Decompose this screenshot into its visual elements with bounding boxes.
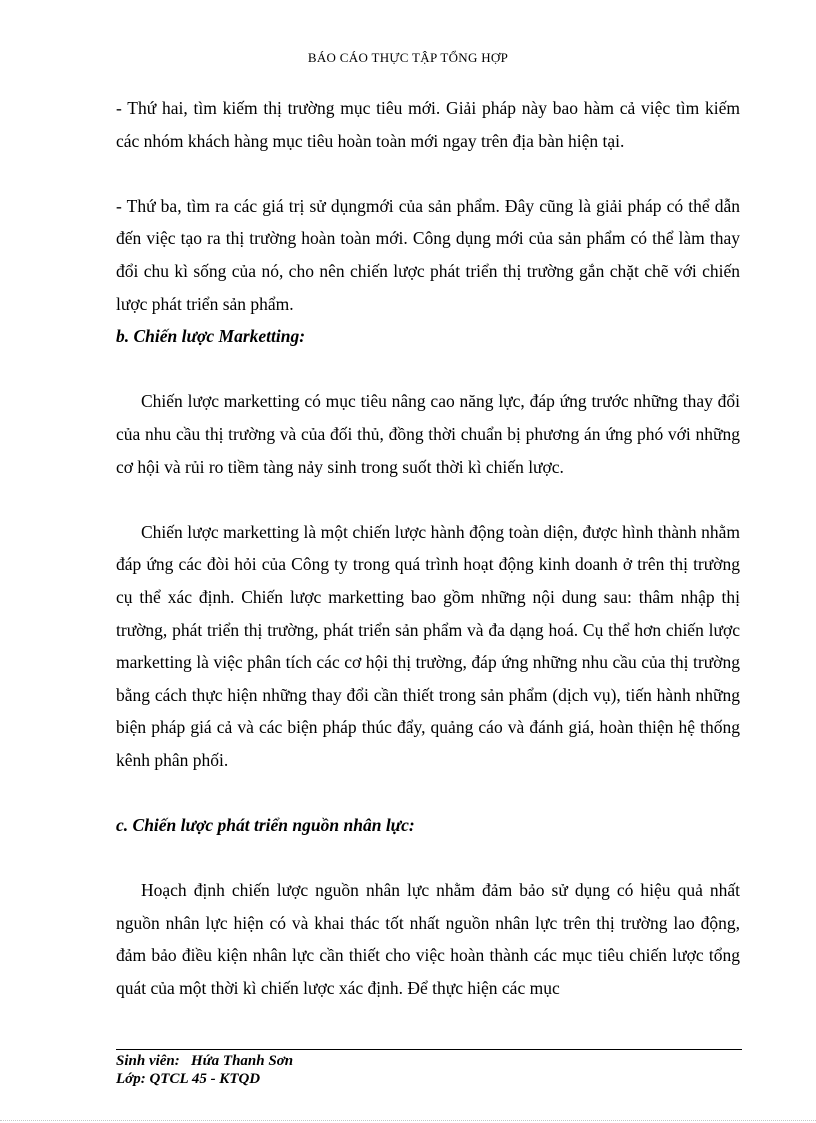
paragraph-gap bbox=[116, 842, 740, 875]
paragraph-gap bbox=[116, 483, 740, 516]
document-body bbox=[116, 92, 740, 1005]
footer-divider bbox=[116, 1049, 742, 1050]
paragraph-gap bbox=[116, 776, 740, 809]
page-header-title: BÁO CÁO THỰC TẬP TỔNG HỢP bbox=[307, 50, 509, 65]
footer-student: Sinh viên: Hứa Thanh Sơn bbox=[116, 1053, 294, 1069]
section-heading-human-resources: c. Chiến lược phát triển nguồn nhân lực: bbox=[116, 815, 415, 836]
paragraph-hr-planning: Hoạch định chiến lược nguồn nhân lực nhằm đảm bảo sử dụng có hiệu quả nhất nguồn nhân lực hiện có và khai thác tốt nhất nguồn nhân lực trên thị trường lao động, đảm bảo điều kiện nhân lực cần thiết cho việc hoàn thành các mục tiêu chiến lược tổng quát của một thời kì chiến lược xác định. Để thực hiện các mục bbox=[116, 880, 740, 999]
paragraph-marketing-goal: Chiến lược marketting có mục tiêu nâng cao năng lực, đáp ứng trước những thay đổi của nhu cầu thị trường và của đối thủ, đồng thời chuẩn bị phương án ứng phó với những cơ hội và rủi ro tiềm tàng nảy sinh trong suốt thời kì chiến lược. bbox=[116, 391, 740, 477]
section-heading-marketing: b. Chiến lược Marketting: bbox=[116, 326, 306, 347]
page-bottom-edge bbox=[0, 1120, 816, 1121]
footer-class: Lớp: QTCL 45 - KTQD bbox=[116, 1071, 261, 1087]
paragraph-new-product-uses: - Thứ ba, tìm ra các giá trị sử dụngmới của sản phẩm. Đây cũng là giải pháp có thể dẫn đến việc tạo ra thị trường hoàn toàn mới. Công dụng mới của sản phẩm có thể làm thay đổi chu kì sống của nó, cho nên chiến lược phát triển thị trường gắn chặt chẽ với chiến lược phát triển sản phẩm. bbox=[116, 195, 740, 314]
paragraph-marketing-definition: Chiến lược marketting là một chiến lược hành động toàn diện, được hình thành nhằm đáp ứng các đòi hỏi của Công ty trong quá trình hoạt động kinh doanh ở trên thị trường cụ thể xác định. Chiến lược marketting bao gồm những nội dung sau: thâm nhập thị trường, phát triển thị trường, phát triển sản phẩm và đa dạng hoá. Cụ thể hơn chiến lược marketting là việc phân tích các cơ hội thị trường, đáp ứng những nhu cầu của thị trường bằng cách thực hiện những thay đổi cần thiết trong sản phẩm (dịch vụ), tiến hành những biện pháp giá cả và các biện pháp thúc đẩy, quảng cáo và đánh giá, hoàn thiện hệ thống kênh phân phối. bbox=[116, 521, 740, 770]
paragraph-gap bbox=[116, 157, 740, 190]
page-footer bbox=[116, 1052, 293, 1088]
paragraph-market-new-targets: - Thứ hai, tìm kiếm thị trường mục tiêu mới. Giải pháp này bao hàm cả việc tìm kiếm các nhóm khách hàng mục tiêu hoàn toàn mới ngay trên địa bàn hiện tại. bbox=[116, 98, 740, 151]
paragraph-gap bbox=[116, 353, 740, 386]
